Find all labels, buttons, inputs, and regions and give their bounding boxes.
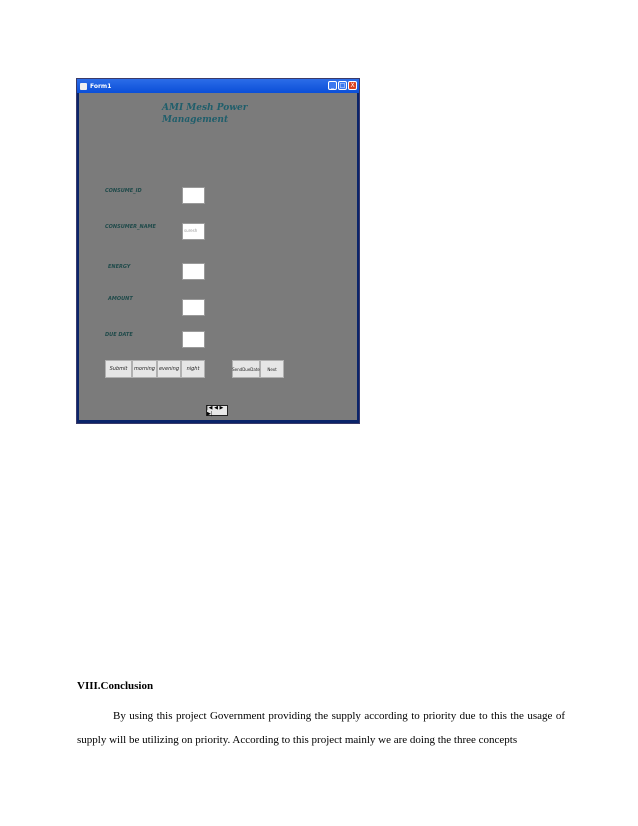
morning-button[interactable]: morning [132,360,157,378]
consume-id-input[interactable] [182,187,205,204]
consumer-name-input[interactable]: suresh [182,223,205,240]
consume-id-label: CONSUME_ID [105,188,142,194]
consumer-name-label: CONSUMER_NAME [105,224,156,230]
amount-label: AMOUNT [108,296,133,302]
form-heading [162,102,282,126]
energy-input[interactable] [182,263,205,280]
night-button[interactable]: night [181,360,205,378]
close-button[interactable]: X [348,81,357,90]
section-title: VIII.Conclusion [77,680,154,692]
evening-button[interactable]: evening [157,360,181,378]
conclusion-paragraph: By using this project Government providing the supply according to priority due to this the usage of supply will be utilizing on priority. According to this project mainly we are doing the three concepts [77,710,565,746]
amount-input[interactable] [182,299,205,316]
record-navigator[interactable]: |◀ ◀ ▶ ▶| [206,405,228,416]
send-due-date-button[interactable]: SendDueDate [232,360,260,378]
next-button[interactable]: Next [260,360,284,378]
due-date-input[interactable] [182,331,205,348]
form-heading-line1: AMI Mesh Power [162,103,248,113]
form1-window [76,78,360,424]
form-client-area [79,93,357,420]
window-titlebar[interactable] [77,79,359,93]
window-title: Form1 [90,82,112,90]
due-date-label: DUE DATE [105,332,133,338]
minimize-button[interactable]: _ [328,81,337,90]
window-controls [328,81,357,90]
app-icon [80,83,87,90]
form-heading-line2: Management [162,115,229,125]
submit-button[interactable]: Submit [105,360,132,378]
energy-label: ENERGY [108,264,131,270]
maximize-button[interactable]: □ [339,82,346,89]
